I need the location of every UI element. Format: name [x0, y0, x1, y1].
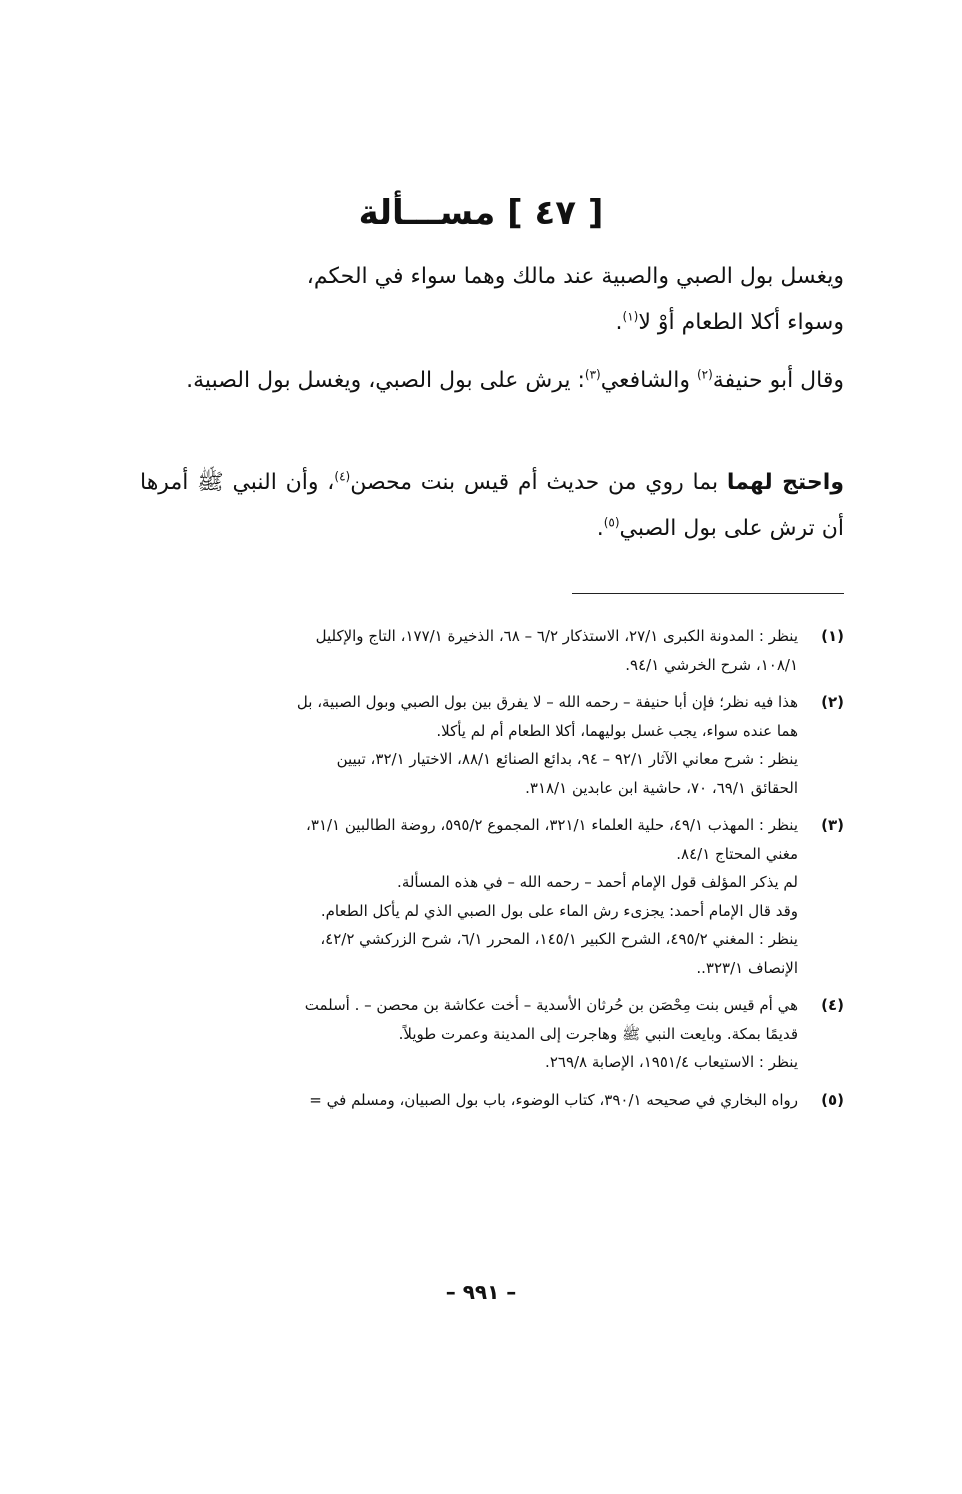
footnote-body — [140, 1086, 798, 1115]
footnote-body — [140, 688, 798, 802]
paragraph-3-text — [140, 460, 844, 552]
paragraph-2-text — [140, 358, 844, 404]
footnote-number: (٥) — [821, 1090, 844, 1109]
footnote-line: رواه البخاري في صحيحه ٣٩٠/١، كتاب الوضوء، باب بول الصبيان، ومسلم في = — [309, 1090, 798, 1109]
paragraph-1-end: . — [615, 310, 623, 335]
footnote-ref-1[interactable]: (١) — [622, 309, 639, 324]
paragraph-1-line-1: ويغسل بول الصبي والصبية عند مالك وهما سواء في الحكم، — [306, 264, 844, 289]
paragraph-3 — [140, 460, 844, 552]
footnote-line: وقد قال الإمام أحمد: يجزىء رش الماء على بول الصبي الذي لم يأكل الطعام. — [320, 901, 798, 920]
footnote-line: ينظر : شرح معاني الآثار ٩٢/١ – ٩٤، بدائع الصنائع ٨٨/١، الاختيار ٣٢/١، تبيين — [336, 750, 798, 768]
footnote-line: قديمًا بمكة. وبايعت النبي ﷺ وهاجرت إلى المدينة وعمرت طويلاً. — [398, 1024, 798, 1043]
footnote-line: لم يذكر المؤلف قول الإمام أحمد – رحمه الله – في هذه المسألة. — [397, 873, 798, 891]
footnote-body — [140, 811, 798, 982]
paragraph-3-part-b: ، وأن النبي ﷺ أمرها أن ترش على بول الصبي — [140, 470, 844, 541]
paragraph-2-part-a: وقال أبو حنيفة — [712, 368, 844, 393]
footnote-body — [140, 991, 798, 1077]
footnote-ref-5[interactable]: (٥) — [603, 515, 620, 530]
footnote-line: ينظر : المدونة الكبرى ٢٧/١، الاستذكار ٦/٢ – ٦٨، الذخيرة ١٧٧/١، التاج والإكليل — [315, 627, 798, 645]
footnote-number: (٢) — [821, 693, 844, 711]
footnote-ref-2[interactable]: (٢) — [696, 367, 713, 382]
footnote-number: (١) — [821, 627, 844, 645]
footnote-3 — [140, 811, 844, 982]
footnote-5 — [140, 1086, 844, 1115]
paragraph-1-line-2 — [140, 300, 844, 346]
footnote-line: الحقائق ٦٩/١، ٧٠، حاشية ابن عابدين ٣١٨/١. — [525, 778, 798, 797]
footnote-line: ينظر : الاستيعاب ١٩٥١/٤، الإصابة ٢٦٩/٨. — [545, 1053, 798, 1071]
paragraph-1-text: وسواء أكلا الطعام أوْ لا — [638, 310, 844, 335]
footnote-line: ينظر : المهذب ٤٩/١، حلية العلماء ٣٢١/١، المجموع ٥٩٥/٢، روضة الطالبين ٣١/١، — [306, 816, 798, 834]
footnote-line: هما عنده سواء، يجب غسل بوليهما، أكلا الطعام أم لم يأكلا. — [436, 721, 798, 740]
footnote-4 — [140, 991, 844, 1077]
paragraph-3-part-a: بما روي من حديث أم قيس بنت محصن — [350, 470, 727, 495]
paragraph-3-lead: واحتج لهما — [726, 470, 844, 495]
footnote-line: ينظر : المغني ٤٩٥/٢، الشرح الكبير ١٤٥/١، المحرر ٦/١، شرح الزركشي ٤٢/٢، — [320, 930, 798, 948]
footnote-ref-3[interactable]: (٣) — [584, 367, 601, 382]
footnote-2 — [140, 688, 844, 802]
paragraph-3-part-c: . — [596, 516, 604, 541]
footnote-line: الإنصاف ٣٢٣/١.. — [696, 958, 798, 977]
footnote-number: (٣) — [821, 816, 844, 834]
paragraph-2-part-c: : يرش على بول الصبي، ويغسل بول الصبية. — [186, 368, 585, 393]
footnote-line: هي أم قيس بنت مِحْصَن بن حُرثان الأسدية – أخت عكاشة بن محصن – . أسلمت — [304, 996, 798, 1014]
page-number: – ٩٩١ – — [445, 1280, 517, 1304]
paragraph-1 — [140, 254, 844, 346]
footnote-number: (٤) — [821, 996, 844, 1014]
footnote-line: هذا فيه نظر؛ فإن أبا حنيفة – رحمه الله – لا يفرق بين بول الصبي وبول الصبية، بل — [296, 693, 798, 711]
footnote-line: ١٠٨/١، شرح الخرشي ٩٤/١. — [625, 655, 798, 674]
section-title: [ ٤٧ ] مســـألة — [358, 193, 604, 233]
footnote-line: مغني المحتاج ٨٤/١. — [676, 844, 798, 863]
footnotes — [140, 622, 844, 1123]
footnote-body — [140, 622, 798, 679]
footnote-ref-4[interactable]: (٤) — [334, 469, 351, 484]
paragraph-2-part-b: والشافعي — [600, 368, 697, 393]
footnote-1 — [140, 622, 844, 679]
paragraph-2 — [140, 358, 844, 404]
footnote-separator — [572, 593, 844, 594]
